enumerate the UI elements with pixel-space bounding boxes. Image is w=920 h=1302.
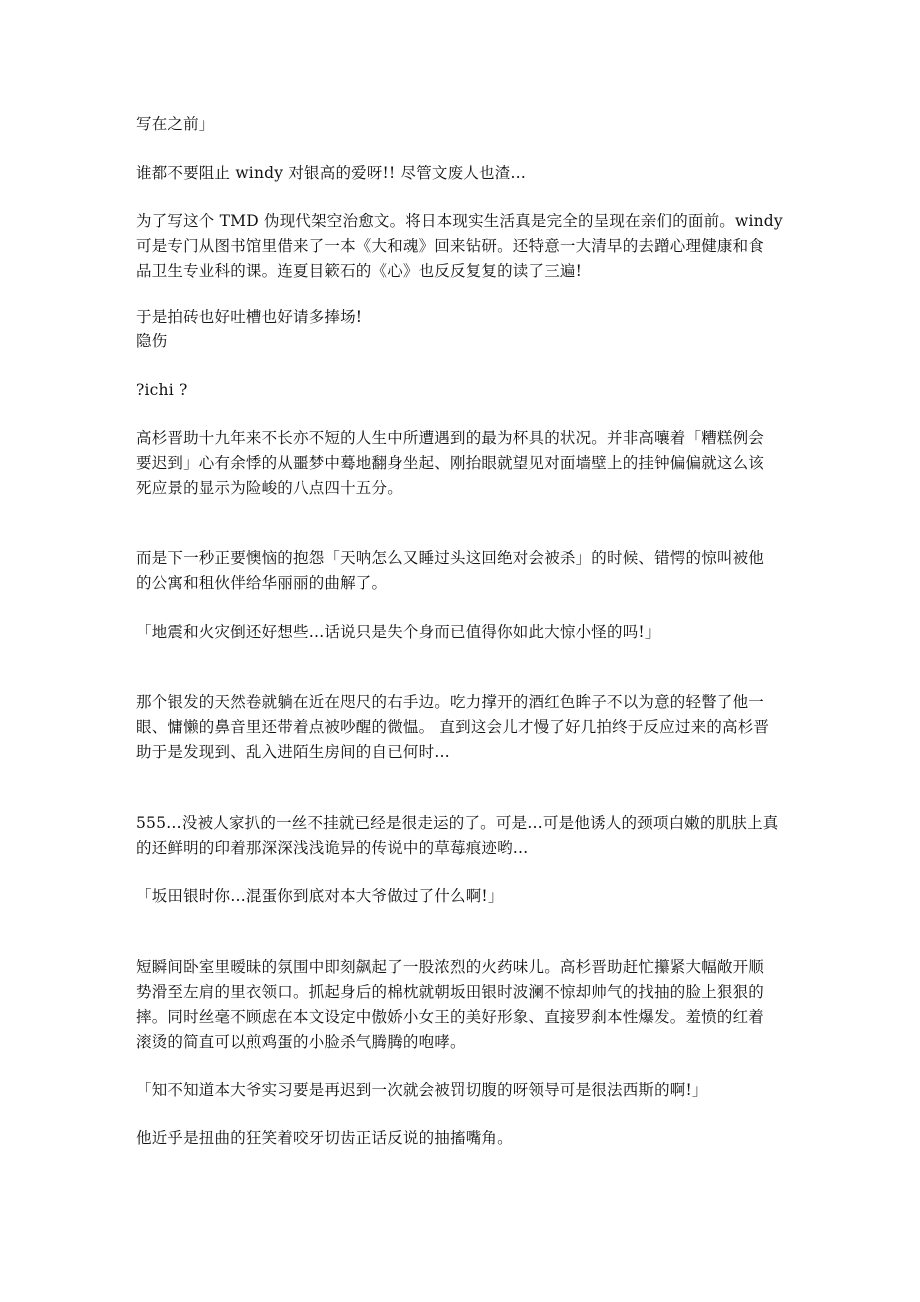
chapter-title: 隐伤: [136, 332, 168, 350]
text-line: 的公寓和租伙伴给华丽丽的曲解了。: [136, 574, 388, 592]
dialogue-line: 「坂田银时你…混蛋你到底对本大爷做过了什么啊!」: [136, 887, 504, 905]
text-line: 那个银发的天然卷就躺在近在咫尺的右手边。吃力撑开的酒红色眸子不以为意的轻瞥了他一: [136, 693, 765, 711]
text-line: 而是下一秒正要懊恼的抱怨「天呐怎么又睡过头这回绝对会被杀」的时候、错愕的惊叫被他: [136, 549, 765, 567]
text-line: 可是专门从图书馆里借来了一本《大和魂》回来钻研。还特意一大清早的去蹭心理健康和食: [136, 237, 765, 255]
text-line: 于是拍砖也好吐槽也好请多捧场!: [136, 308, 363, 326]
text-line: 滚烫的简直可以煎鸡蛋的小脸杀气腾腾的咆哮。: [136, 1033, 466, 1051]
text-line: 555…没被人家扒的一丝不挂就已经是很走运的了。可是…可是他诱人的颈项白嫩的肌肤上真: [136, 814, 779, 832]
section-title: ?ichi ?: [136, 381, 188, 399]
text-line: 势滑至左肩的里衣领口。抓起身后的棉枕就朝坂田银时波澜不惊却帅气的找抽的脸上狠狠的: [136, 983, 765, 1001]
text-line: 为了写这个 TMD 伪现代架空治愈文。将日本现实生活真是完全的呈现在亲们的面前。windy: [136, 212, 783, 230]
text-line: 谁都不要阻止 windy 对银高的爱呀!! 尽管文废人也渣…: [136, 164, 527, 182]
dialogue-line: 「地震和火灾倒还好想些…话说只是失个身而已值得你如此大惊小怪的吗!」: [136, 623, 661, 641]
text-line: 品卫生专业科的课。连夏目簌石的《心》也反反复复的读了三遍!: [136, 262, 583, 280]
text-line: 高杉晋助十九年来不长亦不短的人生中所遭遇到的最为杯具的状况。并非高嚷着「糟糕例会: [136, 429, 765, 447]
text-line: 死应景的显示为险峻的八点四十五分。: [136, 479, 403, 497]
dialogue-line: 「知不知道本大爷实习要是再迟到一次就会被罚切腹的呀领导可是很法西斯的啊!」: [136, 1081, 708, 1099]
text-line: 要迟到」心有余悸的从噩梦中蓦地翻身坐起、刚抬眼就望见对面墙壁上的挂钟偏偏就这么该: [136, 454, 765, 472]
text-line: 短瞬间卧室里暧昧的氛围中即刻飙起了一股浓烈的火药味儿。高杉晋助赶忙攥紧大幅敞开顺: [136, 958, 765, 976]
text-line: 助于是发现到、乱入进陌生房间的自已何时…: [136, 743, 451, 761]
text-line: 的还鲜明的印着那深深浅浅诡异的传说中的草莓痕迹哟…: [136, 839, 529, 857]
text-line: 他近乎是扭曲的狂笑着咬牙切齿正话反说的抽搐嘴角。: [136, 1129, 513, 1147]
text-line: 眼、慵懒的鼻音里还带着点被吵醒的微愠。 直到这会儿才慢了好几拍终于反应过来的高杉晋: [136, 718, 770, 736]
heading-line: 写在之前」: [136, 115, 215, 133]
text-line: 摔。同时丝毫不顾虑在本文设定中傲娇小女王的美好形象、直接罗刹本性爆发。羞愤的红着: [136, 1008, 765, 1026]
